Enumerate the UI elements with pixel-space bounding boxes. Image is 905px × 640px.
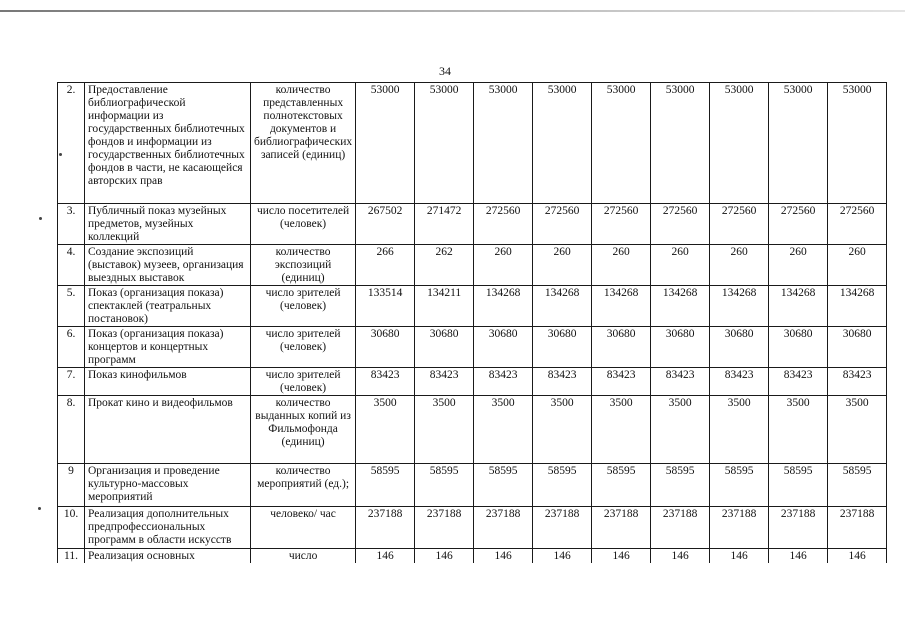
unit-of-measure: количество выданных копий из Фильмофонда (единиц) <box>251 396 356 464</box>
table-row <box>58 245 887 286</box>
service-name: Реализация дополнительных предпрофессиональных программ в области искусств <box>85 507 251 549</box>
value-cell: 237188 <box>356 507 415 549</box>
table-row <box>58 83 887 204</box>
value-cell: 53000 <box>474 83 533 204</box>
value-cell: 3500 <box>533 396 592 464</box>
value-cell: 53000 <box>651 83 710 204</box>
row-number: 4. <box>58 245 85 286</box>
table-row <box>58 204 887 245</box>
unit-of-measure: число зрителей (человек) <box>251 368 356 396</box>
value-cell: 58595 <box>828 464 887 507</box>
unit-of-measure: число посетителей (человек) <box>251 204 356 245</box>
value-cell: 260 <box>769 245 828 286</box>
row-number: 5. <box>58 286 85 327</box>
service-name: Реализация основных <box>85 549 251 564</box>
value-cell: 237188 <box>533 507 592 549</box>
value-cell: 83423 <box>474 368 533 396</box>
value-cell: 237188 <box>415 507 474 549</box>
value-cell: 30680 <box>592 327 651 368</box>
service-name: Показ (организация показа) спектаклей (театральных постановок) <box>85 286 251 327</box>
value-cell: 58595 <box>651 464 710 507</box>
value-cell: 30680 <box>828 327 887 368</box>
unit-of-measure: число зрителей (человек) <box>251 286 356 327</box>
value-cell: 260 <box>474 245 533 286</box>
value-cell: 58595 <box>415 464 474 507</box>
value-cell: 3500 <box>592 396 651 464</box>
value-cell: 271472 <box>415 204 474 245</box>
value-cell: 30680 <box>415 327 474 368</box>
value-cell: 3500 <box>828 396 887 464</box>
scan-edge-line <box>0 10 905 12</box>
value-cell: 146 <box>651 549 710 564</box>
value-cell: 260 <box>710 245 769 286</box>
value-cell: 237188 <box>769 507 828 549</box>
value-cell: 3500 <box>651 396 710 464</box>
service-name: Организация и проведение культурно-массовых мероприятий <box>85 464 251 507</box>
value-cell: 133514 <box>356 286 415 327</box>
service-name: Показ кинофильмов <box>85 368 251 396</box>
unit-of-measure: количество экспозиций (единиц) <box>251 245 356 286</box>
unit-of-measure: количество мероприятий (ед.); <box>251 464 356 507</box>
value-cell: 267502 <box>356 204 415 245</box>
value-cell: 58595 <box>533 464 592 507</box>
row-number: 7. <box>58 368 85 396</box>
value-cell: 83423 <box>592 368 651 396</box>
table-row <box>58 396 887 464</box>
service-name: Предоставление библиографической информации из государственных библиотечных фондов и информации из государственных библиотечных фондов в части, не касающейся авторских прав <box>85 83 251 204</box>
value-cell: 272560 <box>769 204 828 245</box>
value-cell: 3500 <box>356 396 415 464</box>
value-cell: 260 <box>651 245 710 286</box>
value-cell: 237188 <box>828 507 887 549</box>
value-cell: 3500 <box>710 396 769 464</box>
value-cell: 134268 <box>710 286 769 327</box>
row-number: 6. <box>58 327 85 368</box>
value-cell: 30680 <box>356 327 415 368</box>
services-table <box>57 82 887 563</box>
table-row <box>58 327 887 368</box>
row-number: 10. <box>58 507 85 549</box>
value-cell: 30680 <box>769 327 828 368</box>
row-number: 8. <box>58 396 85 464</box>
value-cell: 272560 <box>474 204 533 245</box>
value-cell: 83423 <box>651 368 710 396</box>
value-cell: 83423 <box>828 368 887 396</box>
value-cell: 83423 <box>710 368 769 396</box>
value-cell: 262 <box>415 245 474 286</box>
value-cell: 134268 <box>651 286 710 327</box>
unit-of-measure: число <box>251 549 356 564</box>
value-cell: 134211 <box>415 286 474 327</box>
value-cell: 237188 <box>710 507 769 549</box>
value-cell: 237188 <box>592 507 651 549</box>
value-cell: 272560 <box>828 204 887 245</box>
value-cell: 53000 <box>828 83 887 204</box>
table-row <box>58 507 887 549</box>
value-cell: 134268 <box>533 286 592 327</box>
value-cell: 53000 <box>769 83 828 204</box>
value-cell: 30680 <box>710 327 769 368</box>
service-name: Показ (организация показа) концертов и концертных программ <box>85 327 251 368</box>
value-cell: 146 <box>828 549 887 564</box>
value-cell: 134268 <box>769 286 828 327</box>
value-cell: 146 <box>474 549 533 564</box>
value-cell: 146 <box>710 549 769 564</box>
value-cell: 83423 <box>769 368 828 396</box>
value-cell: 146 <box>592 549 651 564</box>
unit-of-measure: число зрителей (человек) <box>251 327 356 368</box>
value-cell: 30680 <box>651 327 710 368</box>
value-cell: 53000 <box>592 83 651 204</box>
value-cell: 272560 <box>710 204 769 245</box>
value-cell: 146 <box>769 549 828 564</box>
value-cell: 146 <box>533 549 592 564</box>
value-cell: 134268 <box>828 286 887 327</box>
value-cell: 272560 <box>592 204 651 245</box>
value-cell: 3500 <box>415 396 474 464</box>
table-row <box>58 286 887 327</box>
value-cell: 83423 <box>533 368 592 396</box>
value-cell: 237188 <box>651 507 710 549</box>
row-number: 9 <box>58 464 85 507</box>
unit-of-measure: количество представленных полнотекстовых документов и библиографических записей (единиц) <box>251 83 356 204</box>
value-cell: 272560 <box>651 204 710 245</box>
value-cell: 83423 <box>356 368 415 396</box>
service-name: Создание экспозиций (выставок) музеев, организация выездных выставок <box>85 245 251 286</box>
value-cell: 134268 <box>474 286 533 327</box>
value-cell: 30680 <box>533 327 592 368</box>
row-number: 2. <box>58 83 85 204</box>
scan-speck <box>38 507 41 510</box>
value-cell: 30680 <box>474 327 533 368</box>
value-cell: 53000 <box>533 83 592 204</box>
value-cell: 260 <box>533 245 592 286</box>
unit-of-measure: человеко/ час <box>251 507 356 549</box>
scan-speck <box>39 217 42 220</box>
value-cell: 58595 <box>592 464 651 507</box>
value-cell: 58595 <box>769 464 828 507</box>
value-cell: 58595 <box>474 464 533 507</box>
value-cell: 237188 <box>474 507 533 549</box>
value-cell: 3500 <box>474 396 533 464</box>
value-cell: 3500 <box>769 396 828 464</box>
value-cell: 53000 <box>710 83 769 204</box>
value-cell: 146 <box>356 549 415 564</box>
page-number: 34 <box>439 64 451 78</box>
service-name: Прокат кино и видеофильмов <box>85 396 251 464</box>
value-cell: 266 <box>356 245 415 286</box>
value-cell: 83423 <box>415 368 474 396</box>
value-cell: 134268 <box>592 286 651 327</box>
value-cell: 146 <box>415 549 474 564</box>
value-cell: 53000 <box>415 83 474 204</box>
row-number: 3. <box>58 204 85 245</box>
table-row <box>58 464 887 507</box>
row-number: 11. <box>58 549 85 564</box>
value-cell: 260 <box>828 245 887 286</box>
value-cell: 58595 <box>710 464 769 507</box>
value-cell: 58595 <box>356 464 415 507</box>
value-cell: 260 <box>592 245 651 286</box>
value-cell: 272560 <box>533 204 592 245</box>
table-row <box>58 368 887 396</box>
table-row <box>58 549 887 564</box>
value-cell: 53000 <box>356 83 415 204</box>
service-name: Публичный показ музейных предметов, музейных коллекций <box>85 204 251 245</box>
